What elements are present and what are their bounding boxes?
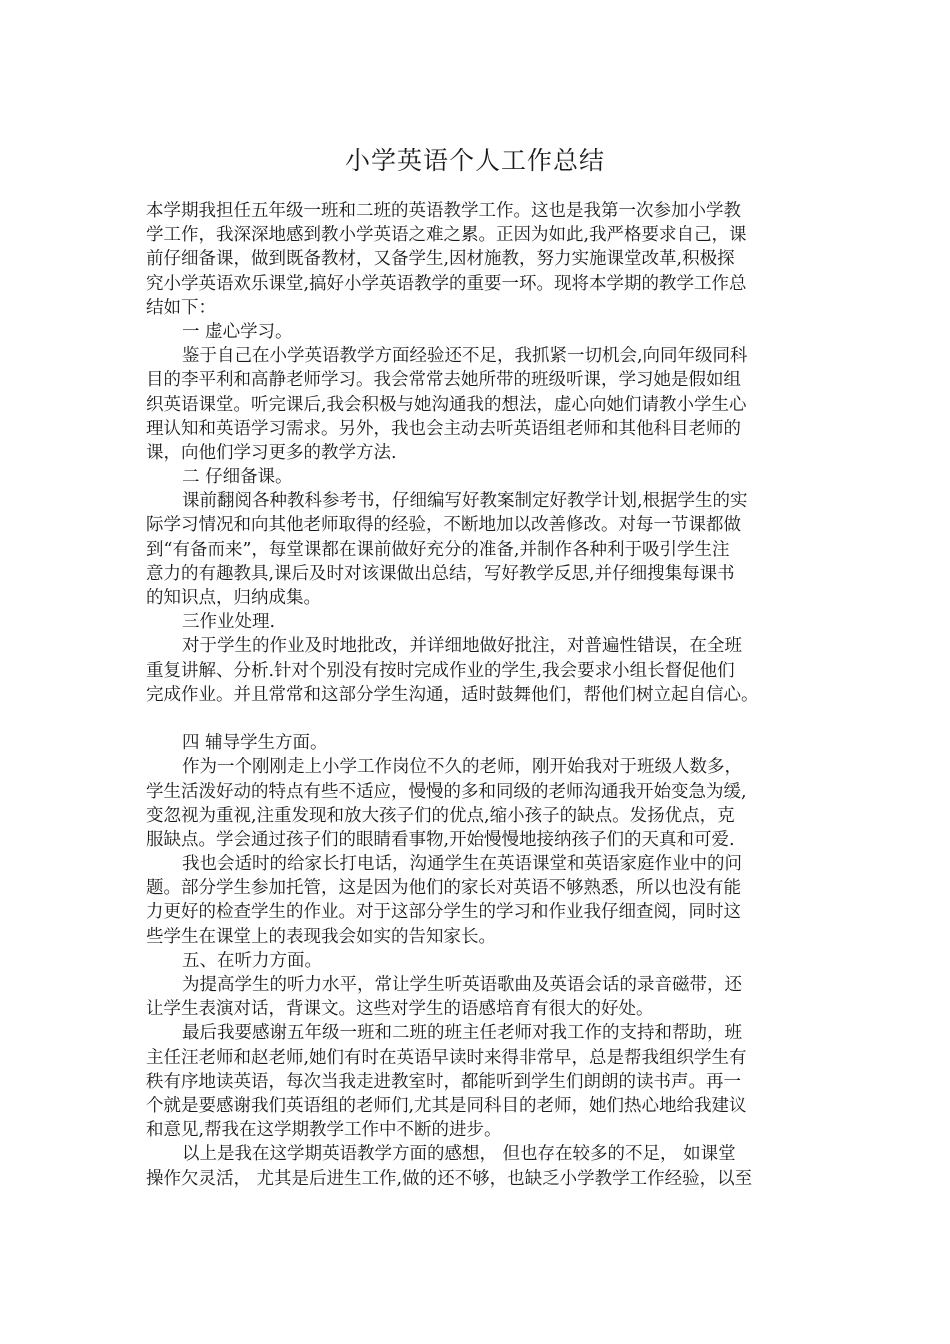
text-line: 完成作业。并且常常和这部分学生沟通，适时鼓舞他们，帮他们树立起自信心。 <box>146 684 759 705</box>
text-line: 结如下： <box>146 297 216 318</box>
text-line: 鉴于自己在小学英语教学方面经验还不足，我抓紧一切机会,向同年级同科 <box>182 346 748 367</box>
text-line: 个就是要感谢我们英语组的老师们,尤其是同科目的老师，她们热心地给我建议 <box>146 1095 747 1116</box>
text-line: 以上是我在这学期英语教学方面的感想， 但也存在较多的不足， 如课堂 <box>182 1144 736 1165</box>
text-line: 学工作，我深深地感到教小学英语之难之累。正因为如此,我严格要求自己，课 <box>146 225 747 246</box>
text-line: 一 虚心学习。 <box>182 321 293 342</box>
text-line: 让学生表演对话，背课文。这些对学生的语感培育有很大的好处。 <box>146 999 654 1020</box>
text-line: 四 辅导学生方面。 <box>182 733 328 754</box>
text-line: 课，向他们学习更多的教学方法. <box>146 442 397 463</box>
text-line: 课前翻阅各种教科参考书，仔细编写好教案制定好教学计划,根据学生的实 <box>182 491 748 512</box>
text-line: 秩有序地读英语，每次当我走进教室时，都能听到学生们朗朗的读书声。再一 <box>146 1071 741 1092</box>
text-line: 和意见,帮我在这学期教学工作中不断的进步。 <box>146 1120 502 1141</box>
text-line: 际学习情况和向其他老师取得的经验，不断地加以改善修改。对每一节课都做 <box>146 515 741 536</box>
text-line: 服缺点。学会通过孩子们的眼睛看事物,开始慢慢地接纳孩子们的天真和可爱. <box>146 829 735 850</box>
text-line: 最后我要感谢五年级一班和二班的班主任老师对我工作的支持和帮助，班 <box>182 1023 742 1044</box>
text-line: 目的李平利和高静老师学习。我会常常去她所带的班级听课，学习她是假如组 <box>146 370 741 391</box>
text-line: 些学生在课堂上的表现我会如实的告知家长。 <box>146 926 496 947</box>
text-line: 究小学英语欢乐课堂,搞好小学英语教学的重要一环。现将本学期的教学工作总 <box>146 273 747 294</box>
text-line: 理认知和英语学习需求。另外，我也会主动去听英语组老师和其他科目老师的 <box>146 418 741 439</box>
text-line: 本学期我担任五年级一班和二班的英语教学工作。这也是我第一次参加小学教 <box>146 201 741 221</box>
text-line: 到“有备而来”，每堂课都在课前做好充分的准备,并制作各种利于吸引学生注 <box>146 539 730 560</box>
text-line: 主任汪老师和赵老师,她们有时在英语早读时来得非常早，总是帮我组织学生有 <box>146 1047 747 1068</box>
text-line: 二 仔细备课。 <box>182 467 293 488</box>
text-line: 力更好的检查学生的作业。对于这部分学生的学习和作业我仔细查阅，同时这 <box>146 902 741 923</box>
text-line: 重复讲解、分析.针对个别没有按时完成作业的学生,我会要求小组长督促他们 <box>146 660 735 681</box>
text-line: 的知识点，归纳成集。 <box>146 588 321 608</box>
text-line: 操作欠灵活， 尤其是后进生工作,做的还不够，也缺乏小学教学工作经验，以至 <box>146 1168 753 1189</box>
text-line: 前仔细备课，做到既备教材，又备学生,因材施教，努力实施课堂改革,积极探 <box>146 249 735 270</box>
text-line: 我也会适时的给家长打电话，沟通学生在英语课堂和英语家庭作业中的问 <box>182 854 742 875</box>
text-line: 题。部分学生参加托管，这是因为他们的家长对英语不够熟悉，所以也没有能 <box>146 878 741 899</box>
document-title: 小学英语个人工作总结 <box>344 146 605 175</box>
document-body <box>146 199 808 1191</box>
text-line: 意力的有趣教具,课后及时对该课做出总结，写好教学反思,并仔细搜集每课书 <box>146 563 735 584</box>
text-line: 织英语课堂。听完课后,我会积极与她沟通我的想法，虚心向她们请教小学生心 <box>146 394 747 415</box>
text-line: 三作业处理. <box>182 612 276 633</box>
text-line: 作为一个刚刚走上小学工作岗位不久的老师，刚开始我对于班级人数多， <box>182 757 742 778</box>
text-line: 变忽视为重视,注重发现和放大孩子们的优点,缩小孩子的缺点。发扬优点，克 <box>146 805 735 826</box>
text-line: 学生活泼好动的特点有些不适应，慢慢的多和同级的老师沟通我开始变急为缓, <box>146 781 747 802</box>
text-line: 对于学生的作业及时地批改，并详细地做好批注，对普遍性错误，在全班 <box>182 636 742 657</box>
text-line: 五、在听力方面。 <box>182 950 322 971</box>
text-line: 为提高学生的听力水平，常让学生听英语歌曲及英语会话的录音磁带，还 <box>182 975 742 995</box>
blank-line <box>146 707 808 731</box>
